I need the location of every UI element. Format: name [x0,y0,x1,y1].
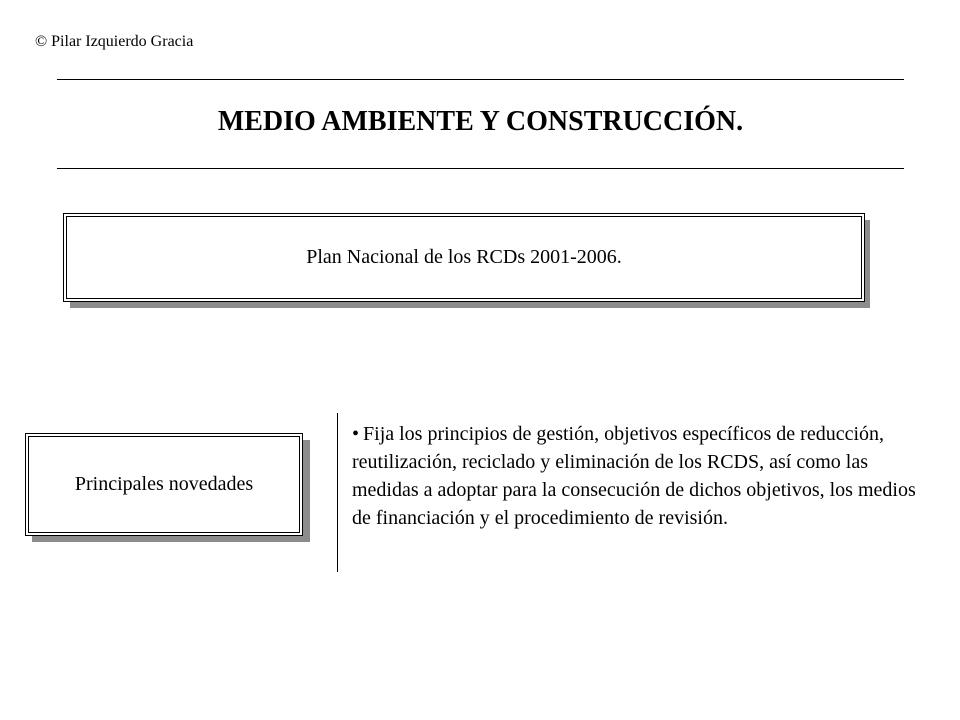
page-title: MEDIO AMBIENTE Y CONSTRUCCIÓN. [217,106,744,137]
bullet-item [352,420,937,532]
novedades-box [25,433,303,536]
title-top-rule [57,79,904,80]
bullet-marker: • [352,423,360,445]
novedades-box-label: Principales novedades [28,436,300,533]
title-bottom-rule [57,168,904,169]
bullet-text: Fija los principios de gestión, objetivos específicos de reducción, reutilización, reciclado y eliminación de los RCDS, así como las medidas a adoptar para la consecución de dichos objetivos, los medios de financiación y el procedimiento de revisión. [352,423,916,529]
plan-box-label: Plan Nacional de los RCDs 2001-2006. [66,216,862,299]
vertical-divider [337,413,338,572]
plan-box [63,213,865,302]
copyright-notice: © Pilar Izquierdo Gracia [35,33,194,50]
